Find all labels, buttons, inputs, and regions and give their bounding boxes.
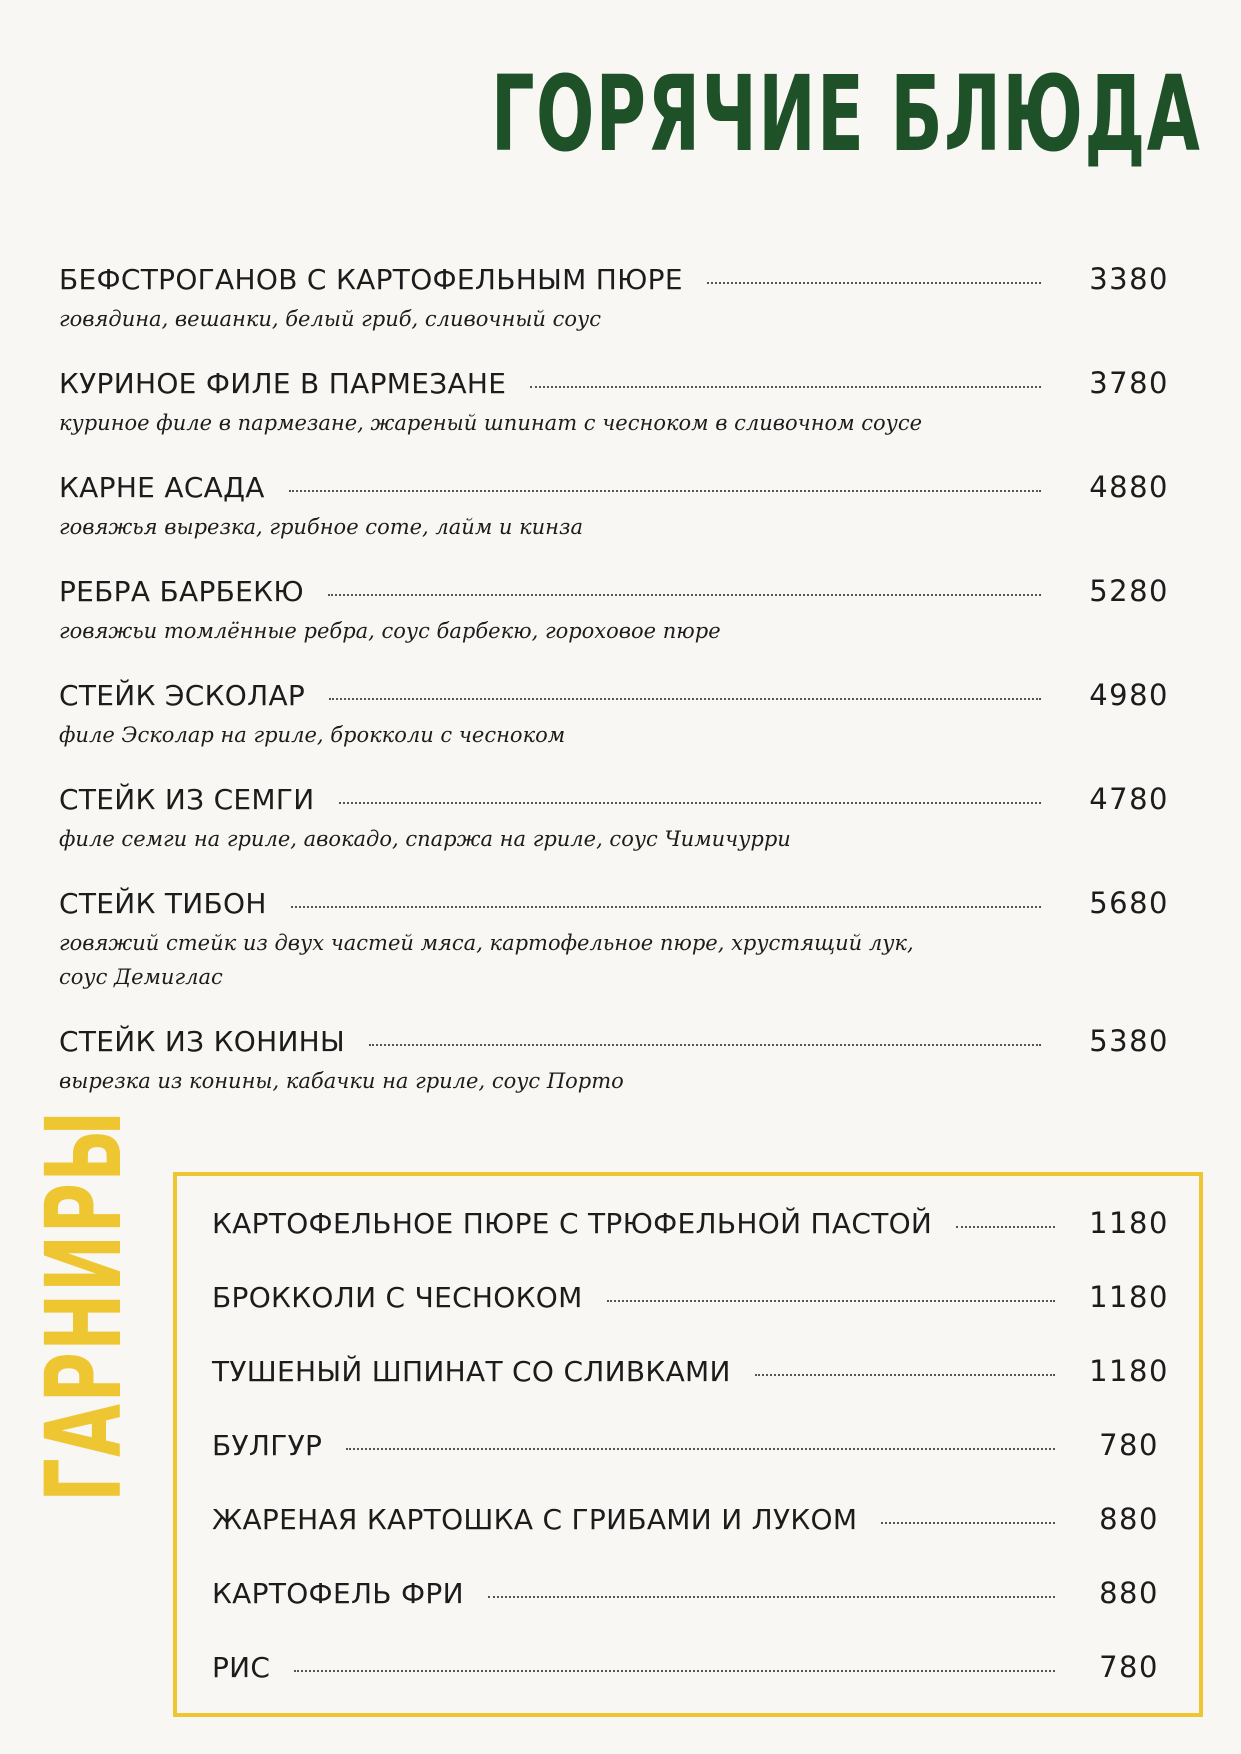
side-item-name: БУЛГУР bbox=[212, 1429, 323, 1462]
side-item bbox=[212, 1206, 1169, 1280]
dot-leader bbox=[881, 1522, 1055, 1524]
side-item-name: КАРТОФЕЛЬНОЕ ПЮРЕ С ТРЮФЕЛЬНОЙ ПАСТОЙ bbox=[212, 1207, 933, 1240]
dot-leader bbox=[488, 1596, 1055, 1598]
side-item bbox=[212, 1428, 1169, 1502]
menu-item-price: 4980 bbox=[1089, 678, 1169, 712]
menu-item-price: 5280 bbox=[1089, 574, 1169, 608]
hot-dishes-list bbox=[59, 262, 1169, 1128]
menu-item-price: 4880 bbox=[1089, 470, 1169, 504]
sides-frame bbox=[173, 1172, 1203, 1717]
menu-item bbox=[59, 678, 1169, 752]
dot-leader bbox=[328, 594, 1041, 596]
menu-item-row bbox=[59, 886, 1169, 926]
dot-leader bbox=[530, 386, 1041, 388]
hot-dishes-title: ГОРЯЧИЕ БЛЮДА bbox=[490, 53, 1201, 175]
menu-item-price: 5380 bbox=[1089, 1024, 1169, 1058]
menu-item-name: СТЕЙК ИЗ КОНИНЫ bbox=[59, 1025, 346, 1058]
side-item-price: 880 bbox=[1099, 1502, 1159, 1536]
menu-item-price: 3380 bbox=[1089, 262, 1169, 296]
menu-item-price: 4780 bbox=[1089, 782, 1169, 816]
menu-item-row bbox=[59, 1024, 1169, 1064]
dot-leader bbox=[755, 1374, 1055, 1376]
menu-item-description: куриное филе в пармезане, жареный шпинат с чесноком в сливочном соусе bbox=[59, 411, 923, 435]
dot-leader bbox=[369, 1044, 1041, 1046]
dot-leader bbox=[339, 802, 1042, 804]
menu-item-row bbox=[59, 678, 1169, 718]
menu-item-name: РЕБРА БАРБЕКЮ bbox=[59, 575, 304, 608]
menu-item-price: 5680 bbox=[1089, 886, 1169, 920]
sides-title: ГАРНИРЫ bbox=[23, 1109, 145, 1502]
side-item-price: 1180 bbox=[1089, 1280, 1169, 1314]
side-item-name: БРОККОЛИ С ЧЕСНОКОМ bbox=[212, 1281, 583, 1314]
side-item-price: 780 bbox=[1099, 1428, 1159, 1462]
side-item-name: КАРТОФЕЛЬ ФРИ bbox=[212, 1577, 464, 1610]
side-item-price: 880 bbox=[1099, 1576, 1159, 1610]
side-item-price: 1180 bbox=[1089, 1206, 1169, 1240]
menu-item-name: КАРНЕ АСАДА bbox=[59, 471, 265, 504]
menu-item-description: говяжий стейк из двух частей мяса, картофельное пюре, хрустящий лук, соус Демиглас bbox=[59, 931, 914, 989]
side-item-name: ЖАРЕНАЯ КАРТОШКА С ГРИБАМИ И ЛУКОМ bbox=[212, 1503, 858, 1536]
side-item-name: РИС bbox=[212, 1651, 271, 1684]
menu-item-row bbox=[59, 366, 1169, 406]
menu-item-name: СТЕЙК ИЗ СЕМГИ bbox=[59, 783, 315, 816]
side-item-price: 780 bbox=[1099, 1650, 1159, 1684]
menu-item-row bbox=[59, 782, 1169, 822]
menu-item-description: вырезка из конины, кабачки на гриле, соус Порто bbox=[59, 1069, 624, 1093]
dot-leader bbox=[289, 490, 1041, 492]
menu-item bbox=[59, 1024, 1169, 1098]
dot-leader bbox=[956, 1226, 1055, 1228]
menu-item-description: говяжья вырезка, грибное соте, лайм и кинза bbox=[59, 515, 583, 539]
menu-item bbox=[59, 574, 1169, 648]
sides-list bbox=[212, 1206, 1169, 1724]
menu-item-name: БЕФСТРОГАНОВ С КАРТОФЕЛЬНЫМ ПЮРЕ bbox=[59, 263, 683, 296]
dot-leader bbox=[291, 906, 1041, 908]
menu-item-name: СТЕЙК ЭСКОЛАР bbox=[59, 679, 306, 712]
menu-item-description: филе Эсколар на гриле, брокколи с чесноком bbox=[59, 723, 566, 747]
dot-leader bbox=[607, 1300, 1055, 1302]
menu-item-description: говяжьи томлённые ребра, соус барбекю, гороховое пюре bbox=[59, 619, 721, 643]
menu-item-description: говядина, вешанки, белый гриб, сливочный соус bbox=[59, 307, 601, 331]
dot-leader bbox=[294, 1670, 1055, 1672]
side-item bbox=[212, 1354, 1169, 1428]
menu-item bbox=[59, 886, 1169, 994]
dot-leader bbox=[707, 282, 1041, 284]
menu-item-row bbox=[59, 470, 1169, 510]
menu-item-description: филе семги на гриле, авокадо, спаржа на гриле, соус Чимичурри bbox=[59, 827, 791, 851]
menu-item bbox=[59, 366, 1169, 440]
side-item-price: 1180 bbox=[1089, 1354, 1169, 1388]
menu-item-name: КУРИНОЕ ФИЛЕ В ПАРМЕЗАНЕ bbox=[59, 367, 507, 400]
side-item bbox=[212, 1576, 1169, 1650]
menu-item-row bbox=[59, 262, 1169, 302]
menu-item-name: СТЕЙК ТИБОН bbox=[59, 887, 267, 920]
menu-item-row bbox=[59, 574, 1169, 614]
side-item bbox=[212, 1650, 1169, 1724]
menu-item bbox=[59, 262, 1169, 336]
side-item bbox=[212, 1502, 1169, 1576]
side-item bbox=[212, 1280, 1169, 1354]
side-item-name: ТУШЕНЫЙ ШПИНАТ СО СЛИВКАМИ bbox=[212, 1355, 731, 1388]
dot-leader bbox=[346, 1448, 1055, 1450]
dot-leader bbox=[329, 698, 1041, 700]
menu-item bbox=[59, 782, 1169, 856]
menu-item-price: 3780 bbox=[1089, 366, 1169, 400]
menu-item bbox=[59, 470, 1169, 544]
